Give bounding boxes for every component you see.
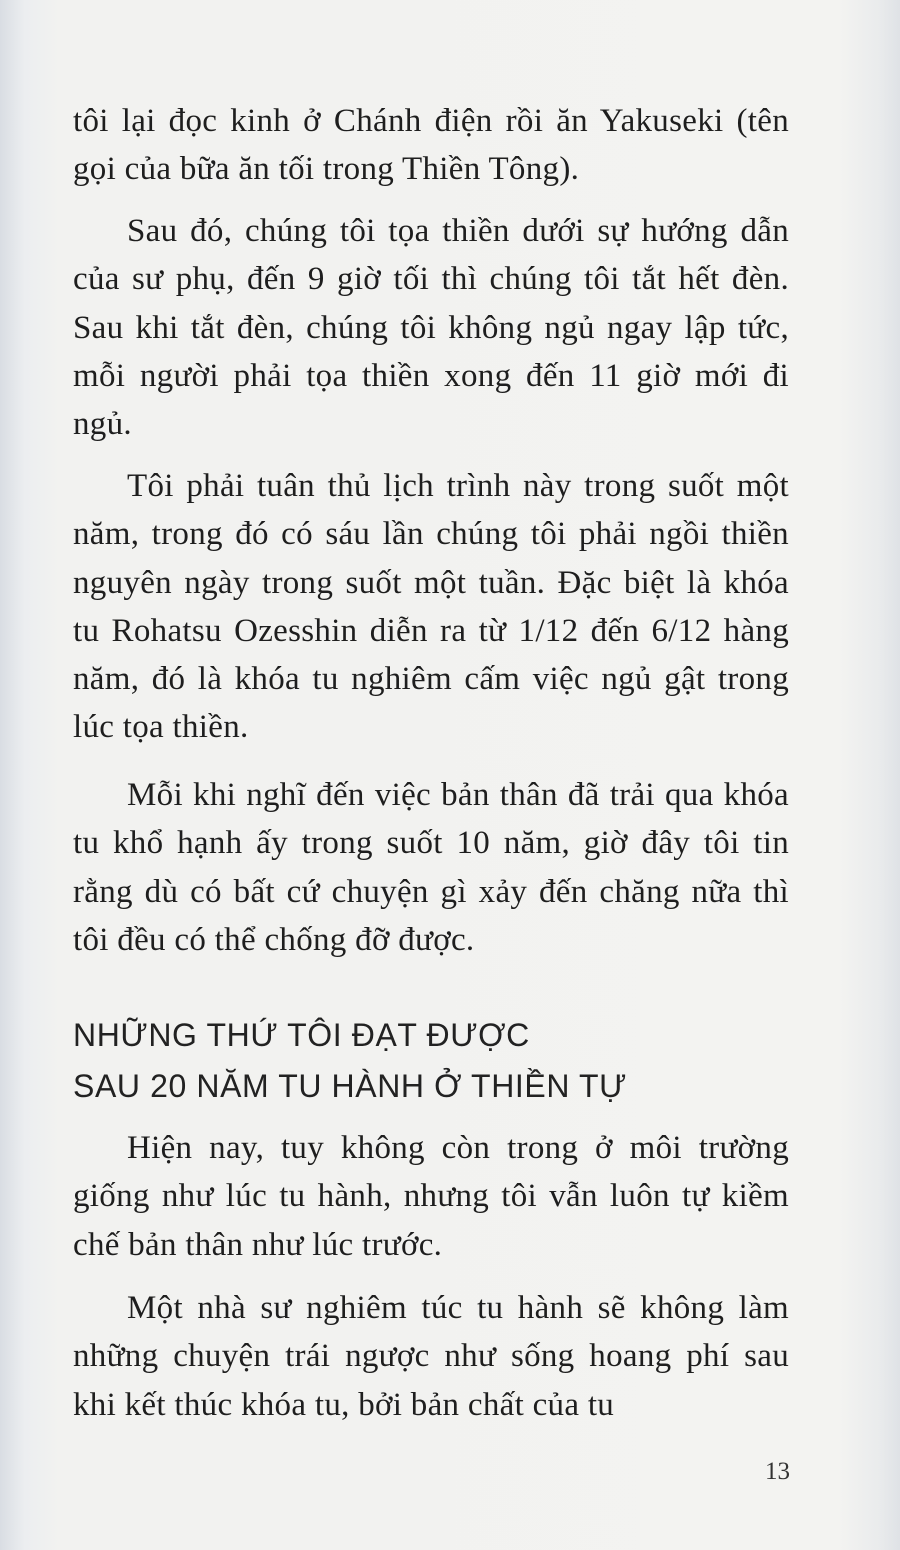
paragraph-yearly-schedule: Tôi phải tuân thủ lịch trình này trong suốt một năm, trong đó có sáu lần chúng tôi phải ngồi thiền nguyên ngày trong suốt một tuần. Đặc biệt là khóa tu Rohatsu Ozesshin diễn ra từ 1/12 đến 6/12 hàng năm, đó là khóa tu nghiêm cấm việc ngủ gật trong lúc tọa thiền. — [73, 468, 789, 746]
section-heading — [73, 1010, 813, 1112]
paragraph-present-day: Hiện nay, tuy không còn trong ở môi trường giống như lúc tu hành, nhưng tôi vẫn luôn tự kiềm chế bản thân như lúc trước. — [73, 1130, 789, 1263]
paragraph-reflection: Mỗi khi nghĩ đến việc bản thân đã trải qua khóa tu khổ hạnh ấy trong suốt 10 năm, giờ đây tôi tin rằng dù có bất cứ chuyện gì xảy đến chăng nữa thì tôi đều có thể chống đỡ được. — [73, 777, 789, 958]
section-heading-line2: SAU 20 NĂM TU HÀNH Ở THIỀN TỰ — [73, 1068, 628, 1104]
paragraph-evening-schedule: Sau đó, chúng tôi tọa thiền dưới sự hướng dẫn của sư phụ, đến 9 giờ tối thì chúng tôi tắt hết đèn. Sau khi tắt đèn, chúng tôi không ngủ ngay lập tức, mỗi người phải tọa thiền xong đến 11 giờ mới đi ngủ. — [73, 213, 789, 443]
page-number: 13 — [765, 1458, 790, 1485]
paragraph-monk-discipline: Một nhà sư nghiêm túc tu hành sẽ không làm những chuyện trái ngược như sống hoang phí sau khi kết thúc khóa tu, bởi bản chất của tu — [73, 1290, 789, 1423]
section-heading-line1: NHỮNG THỨ TÔI ĐẠT ĐƯỢC — [73, 1017, 530, 1053]
paragraph-continuation: tôi lại đọc kinh ở Chánh điện rồi ăn Yakuseki (tên gọi của bữa ăn tối trong Thiền Tông). — [73, 103, 789, 188]
